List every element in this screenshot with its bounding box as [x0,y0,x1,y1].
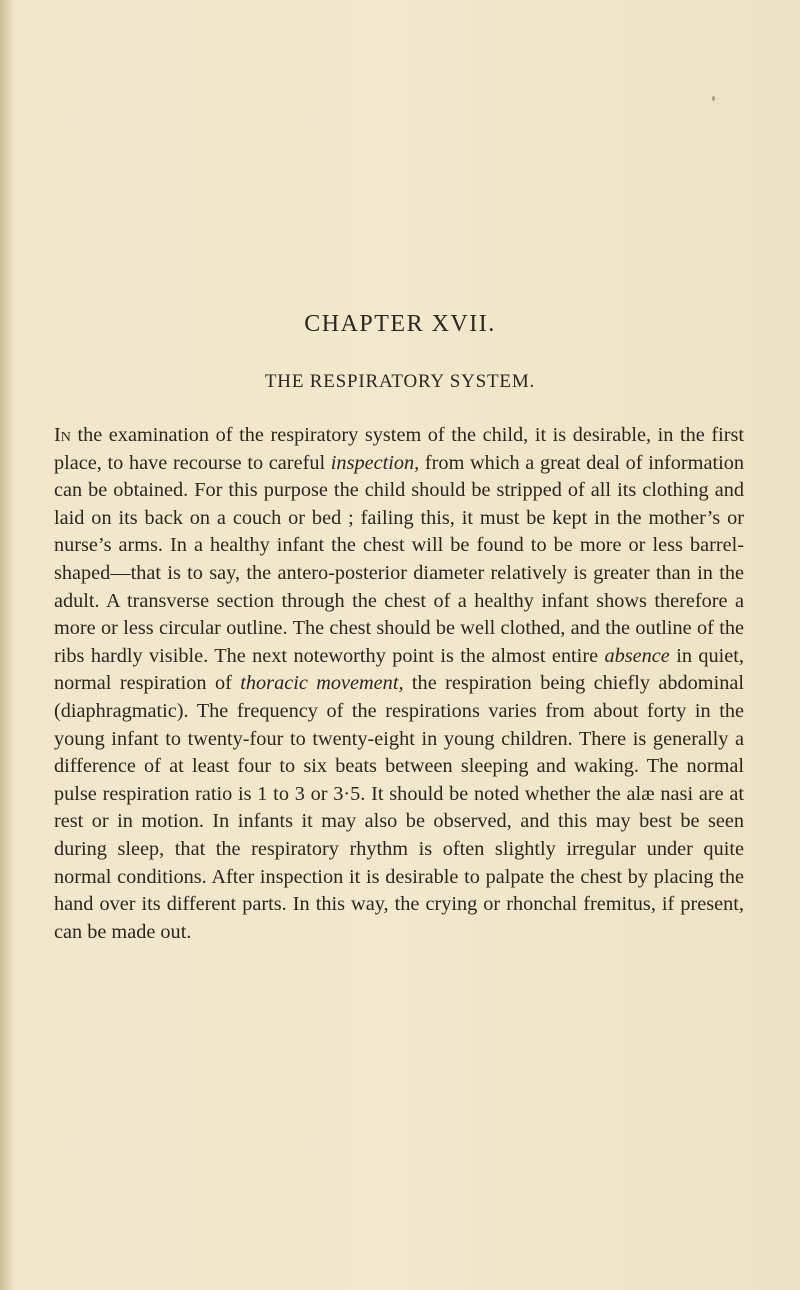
lead-word: In [54,424,71,446]
text-run-3: in quiet, normal respiration of [54,644,744,695]
chapter-heading: CHAPTER XVII. [304,311,496,337]
italic-inspection: inspection, [330,451,420,474]
paper-speck [712,96,715,101]
italic-thoracic-movement: thoracic movement, [240,672,404,695]
body-paragraph [54,422,744,946]
italic-absence: absence [604,644,670,667]
section-heading: THE RESPIRATORY SYSTEM. [264,371,536,392]
text-run-1: the examination of the respiratory system of the child, it is desirable, in the first place, to have recourse to careful [54,424,744,474]
text-run-2: from which a great deal of information can be obtained. For this purpose the child should be stripped of all its clothing and laid on its back on a couch or bed ; failing this, it must be kept in the mother’s or nurse’s arms. In a healthy infant the chest will be found to be more or less barrel-shaped—that is to say, the antero-posterior diameter relatively is greater than in the adult. A transverse section through the chest of a healthy infant shows therefore a more or less circular outline. The chest should be well clothed, and the outline of the ribs hardly visible. The next noteworthy point is the almost entire [54,451,744,667]
text-run-4: the respiration being chiefly abdominal (diaphragmatic). The frequency of the respirations varies from about forty in the young infant to twenty-four to twenty-eight in young children. There is generally a difference of at least four to six beats between sleeping and waking. The normal pulse respiration ratio is 1 to 3 or 3·5. It should be noted whether the alæ nasi are at rest or in motion. In infants it may also be observed, and this may best be seen during sleep, that the respiratory rhythm is often slightly irregular under quite normal conditions. After inspection it is desirable to palpate the chest by placing the hand over its different parts. In this way, the crying or rhonchal fremitus, if present, can be made out. [54,672,744,943]
page-gutter-shadow [0,0,14,1290]
